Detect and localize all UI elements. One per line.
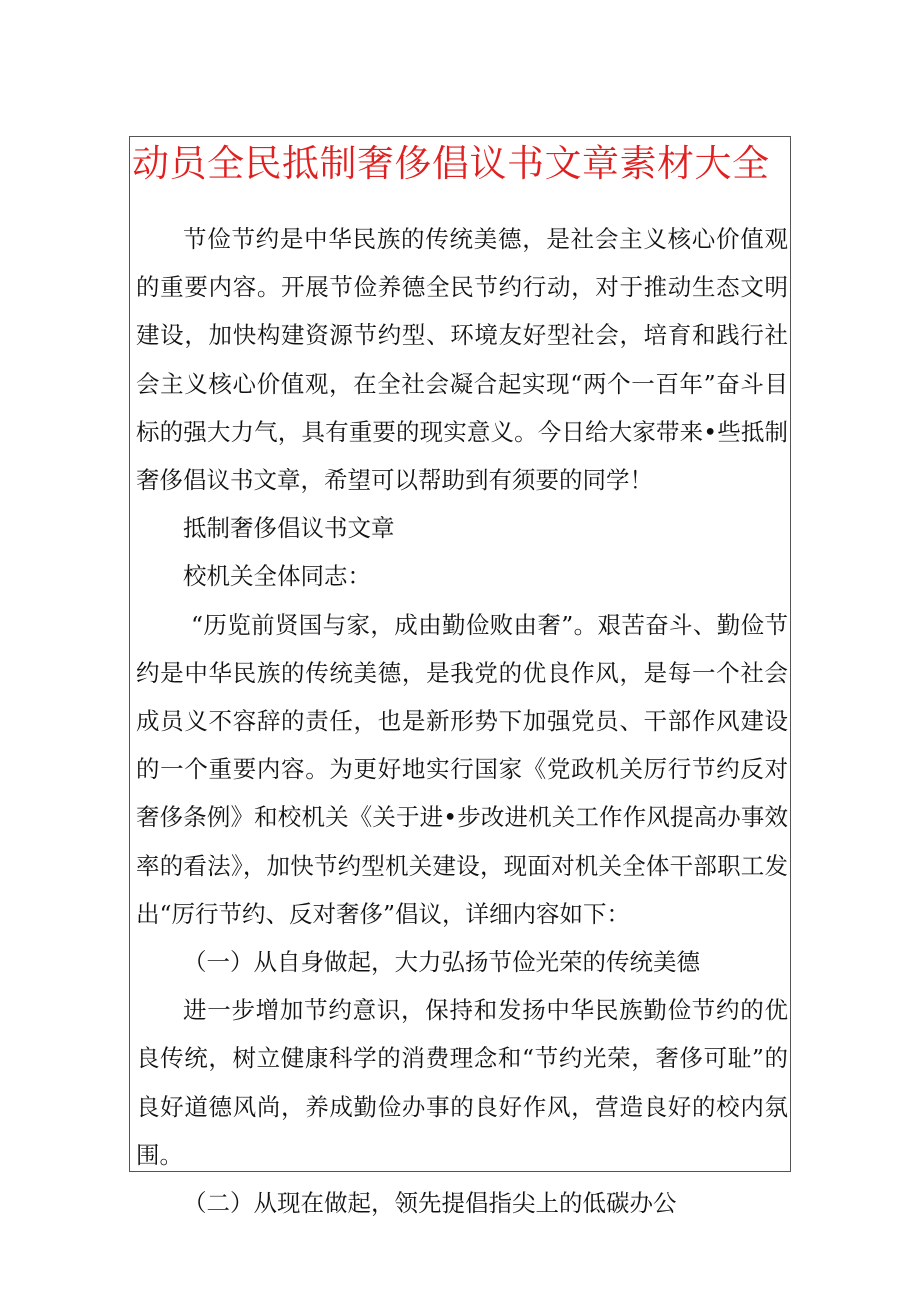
document-frame	[129, 136, 791, 1218]
section-1-paragraph: 进一步增加节约意识，保持和发扬中华民族勤俭节约的优良传统，树立健康科学的消费理念和“节约光荣，奢侈可耻”的良好道德风尚，养成勤俭办事的良好作风，营造良好的校内氛围。	[136, 996, 788, 1169]
salutation: 校机关全体同志：	[183, 562, 371, 591]
document-title: 动员全民抵制奢侈倡议书文章素材大全	[132, 142, 770, 185]
intro-paragraph: 节俭节约是中华民族的传统美德，是社会主义核心价值观的重要内容。开展节俭养德全民节约行动，对于推动生态文明建设，加快构建资源节约型、环境友好型社会，培育和践行社会主义核心价值观，在全社会凝合起实现“两个一百年”奋斗目标的强大力气，具有重要的现实意义。今日给大家带来•些抵制奢侈倡议书文章，希望可以帮助到有须要的同学！	[136, 225, 788, 495]
document-body	[136, 215, 788, 1227]
article-heading: 抵制奢侈倡议书文章	[183, 514, 395, 543]
section-heading-2: （二）从现在做起，领先提倡指尖上的低碳办公	[183, 1189, 677, 1218]
section-heading-1: （一）从自身做起，大力弘扬节俭光荣的传统美德	[183, 948, 700, 977]
proposal-paragraph: “历览前贤国与家，成由勤俭败由奢”。艰苦奋斗、勤俭节约是中华民族的传统美德，是我党的优良作风，是每一个社会成员义不容辞的责任，也是新形势下加强党员、干部作风建设的一个重要内容。为更好地实行国家《党政机关厉行节约反对奢侈条例》和校机关《关于进•步改进机关工作作风提高办事效率的看法》，加快节约型机关建设，现面对机关全体干部职工发出“厉行节约、反对奢侈”倡议，详细内容如下：	[136, 610, 788, 928]
